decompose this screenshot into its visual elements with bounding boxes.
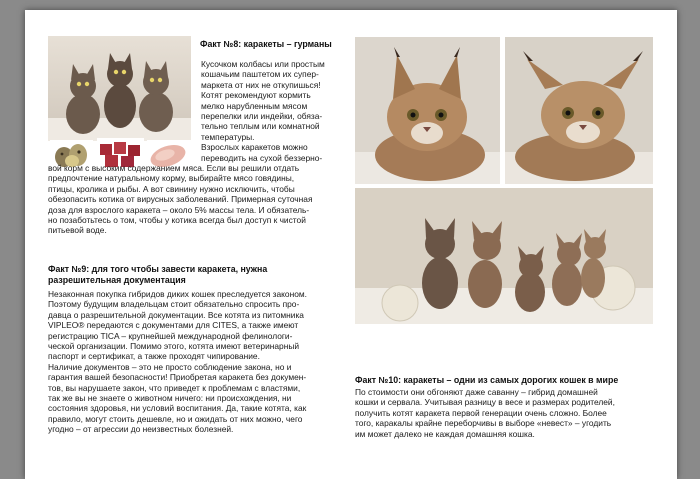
fact8-heading (200, 39, 332, 50)
text-line: состояния здоровья, ни условий воспитания. Да, такие котята, как (48, 403, 307, 414)
text-line: так же вы не знаете о животном ничего: ни происхождения, ни (48, 393, 292, 404)
photo-caracat-top-right (505, 37, 653, 184)
text-line: гарантия вашей безопасности! Приобретая каракета без докумен- (48, 372, 307, 383)
text-line: Поэтому будущим владельцам стоит обязательно спросить про- (48, 299, 300, 310)
text-line: перепелки или индейки, обяза- (201, 111, 323, 122)
text-line: ческой организации. Помимо этого, котята имеют ветеринарный (48, 341, 300, 352)
text-line: доза для взрослого каракета – около 5% массы тела. И обязатель- (48, 204, 310, 215)
text-line: им может далеко не каждая домашняя кошка. (355, 428, 535, 439)
text-line: Взрослых каракетов можно (201, 142, 308, 153)
document-page (25, 10, 677, 479)
text-line: вой корм с высоким содержанием мяса. Если вы решили отдать (48, 163, 300, 173)
text-line: но позаботьтесь о том, чтобы у котика всегда был доступ к чистой (48, 215, 306, 226)
text-line: маркета от них не откупишься! (201, 79, 321, 90)
text-line: паспорт и сертификат, а также проходят чипирование. (48, 351, 260, 362)
text-line: VIPLEO® передаются с документами для CITES, а также имеют (48, 320, 299, 331)
heading-line: Факт №9: для того чтобы завести каракета, нужна (48, 264, 268, 274)
text-line: переводить на сухой беззерно- (201, 152, 323, 163)
fact10-body (355, 387, 615, 439)
text-line: мелко нарубленным мясом (201, 100, 308, 111)
fact8-body-wide (48, 163, 312, 236)
photo-three-kittens (48, 36, 191, 141)
fact10-heading (355, 375, 618, 386)
text-line: птицы, кролика и рыбы. А вот свинину нужно исключить, чтобы (48, 183, 295, 194)
text-line: Незаконная покупка гибридов диких кошек преследуется законом. (48, 289, 307, 299)
fact8-heading-text: Факт №8: каракеты – гурманы (200, 39, 332, 49)
text-line: кошки и сервала. Учитывая разницу в весе и размерах родителей, (355, 397, 615, 408)
fact10-heading-text: Факт №10: каракеты – одни из самых дорогих кошек в мире (355, 375, 619, 385)
text-line: По стоимости они обгоняют даже саванну – гибрид домашней (355, 387, 598, 397)
text-line: температуры. (201, 131, 255, 142)
text-line: регистрацию TICA – крупнейшей международной фелинологи- (48, 330, 293, 341)
text-line: давца о разрешительной документации. Все котята из питомника (48, 309, 304, 320)
text-line: питьевой воде. (48, 225, 107, 236)
text-line: правило, могут стоить дешевле, но и ожидать от них можно, чего (48, 413, 303, 424)
fact9-heading (48, 264, 267, 286)
photo-kittens-with-yarn (355, 188, 653, 324)
fact8-body-narrow (201, 59, 325, 163)
text-line: обезопасить котика от вирусных заболеваний. Примерная суточная (48, 194, 313, 205)
text-line: тельно теплым или комнатной (201, 121, 320, 132)
kitten-middle (104, 53, 136, 128)
heading-line: разрешительная документация (48, 275, 186, 285)
text-line: тов, вы нарушаете закон, что приведет к проблемам с властями, (48, 382, 301, 393)
text-line: кошачьим паштетом их супер- (201, 69, 319, 80)
text-line: получить котят каракета первой генерации очень сложно. Более (355, 407, 607, 418)
text-line: Кусочком колбасы или простым (201, 59, 325, 69)
text-line: того, каракалы крайне переборчивы в выборе «невест» – угодить (355, 418, 612, 429)
text-line: Котят рекомендуют кормить (201, 90, 311, 101)
text-line: предпочтение натуральному корму, выбирайте мясо говядины, (48, 173, 295, 184)
text-line: угодно – от агрессии до неизвестных болезней. (48, 424, 234, 435)
photo-caracat-top-left (355, 37, 500, 184)
fact9-body (48, 289, 307, 435)
text-line: Наличие документов – это не просто соблюдение закона, но и (48, 361, 292, 372)
